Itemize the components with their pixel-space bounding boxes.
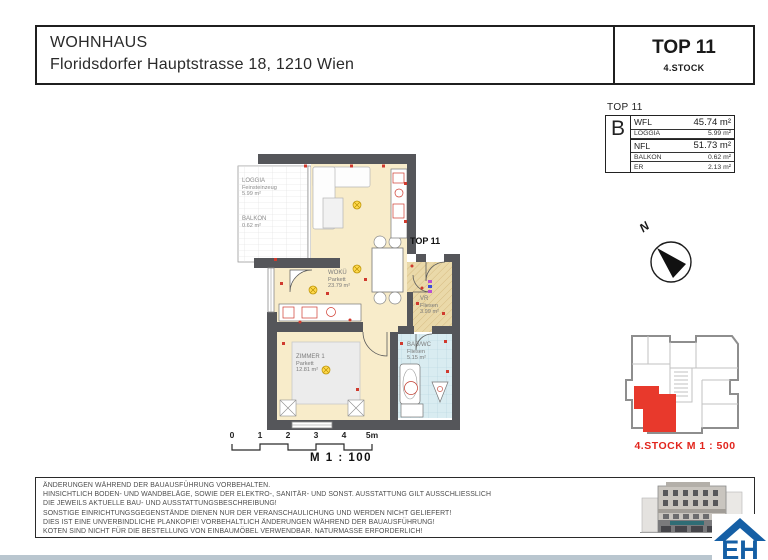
room-label-woku: WOKÜ Parkett 23.79 m² [328,270,351,290]
key-plan-caption: 4.STOCK M 1 : 500 [634,440,736,452]
table-row [631,162,734,172]
table-row [631,153,734,163]
scale-tick: 1 [257,430,263,440]
row-value: 45.74 m² [693,116,731,128]
area-table-title: TOP 11 [607,102,643,113]
disclaimer-text [43,481,633,536]
scale-tick: 4 [341,430,347,440]
row-label: NFL [634,140,651,151]
scale-bar [226,430,426,468]
eh-logo-text: EH [721,535,759,560]
table-row [631,139,734,153]
area-table-rows [631,116,734,172]
eh-logo [712,514,768,560]
row-value: 2.13 m² [707,163,731,171]
unit-floor: 4.STOCK [663,63,705,73]
disclaimer-line: DIE JEWEILS AKTUELLE BAU- UND AUSSTATTUNGSBESCHREIBUNG! [43,500,277,508]
room-label-zimmer: ZIMMER 1 Parkett 12.81 m² [296,354,325,374]
row-value: 0.62 m² [707,153,731,161]
footer-strip [0,555,768,560]
row-label: BALKON [634,153,662,161]
title-block-project [37,27,615,83]
room-label-vr: VR Fliesen 3.99 m² [420,296,439,316]
project-address: Floridsdorfer Hauptstrasse 18, 1210 Wien [50,56,355,73]
unit-type-letter: B [606,116,631,172]
key-plan-drawing [618,328,748,436]
eh-logo-icon [712,514,768,560]
room-label-bad: BAD/WC Fliesen 5.15 m² [407,342,431,362]
row-label: ER [634,163,644,171]
north-label: N [636,218,652,236]
floor-plan [230,142,462,438]
disclaimer-line: KOTEN SIND NICHT FÜR DIE BESTELLUNG VON EINBAUMÖBEL VERWENDBAR. NATURMASSE ERFORDERLICH! [43,528,423,536]
disclaimer-box [35,477,755,538]
title-block [35,25,755,85]
key-plan [618,328,748,436]
entry-markers [428,280,432,293]
row-label: LOGGIA [634,130,661,138]
row-label: WFL [634,117,652,128]
scale-tick: 2 [285,430,291,440]
table-row [631,116,734,130]
room-label-loggia: LOGGIA Feinsteinzeug 5.99 m² [242,178,277,198]
area-table [605,115,735,173]
plan-unit-label: TOP 11 [410,236,441,246]
scale-tick: 0 [229,430,235,440]
scale-tick: 3 [313,430,319,440]
scale-label: M 1 : 100 [310,452,373,464]
table-row [631,130,734,140]
project-title: WOHNHAUS [50,34,148,51]
room-label-balkon: BALKON 0.62 m² [242,216,267,229]
disclaimer-line: SONSTIGE EINRICHTUNGSGEGENSTÄNDE DIENEN NUR DER VERANSCHAULICHUNG UND WERDEN NICHT GELIEFERT! [43,509,452,517]
row-value: 5.99 m² [707,130,731,138]
disclaimer-line: ÄNDERUNGEN WÄHREND DER BAUAUSFÜHRUNG VORBEHALTEN. [43,482,271,489]
row-value: 51.73 m² [693,140,731,152]
north-arrow [638,220,702,292]
disclaimer-line: HINSICHTLICH BODEN- UND WANDBELÄGE, SOWIE DER ELEKTRO-, SANITÄR- UND SONST. AUSSTATTUNG GILT AUSSCHLIESSLICH [43,491,492,499]
title-block-unit [615,27,753,83]
unit-number: TOP 11 [652,37,716,58]
scale-tick: 5m [365,430,379,440]
disclaimer-line: DIES IST EINE UNVERBINDLICHE PLANKOPIE! VORBEHALTLICH ÄNDERUNGEN WÄHREND DER BAUAUSFÜHRUNG! [43,518,435,526]
